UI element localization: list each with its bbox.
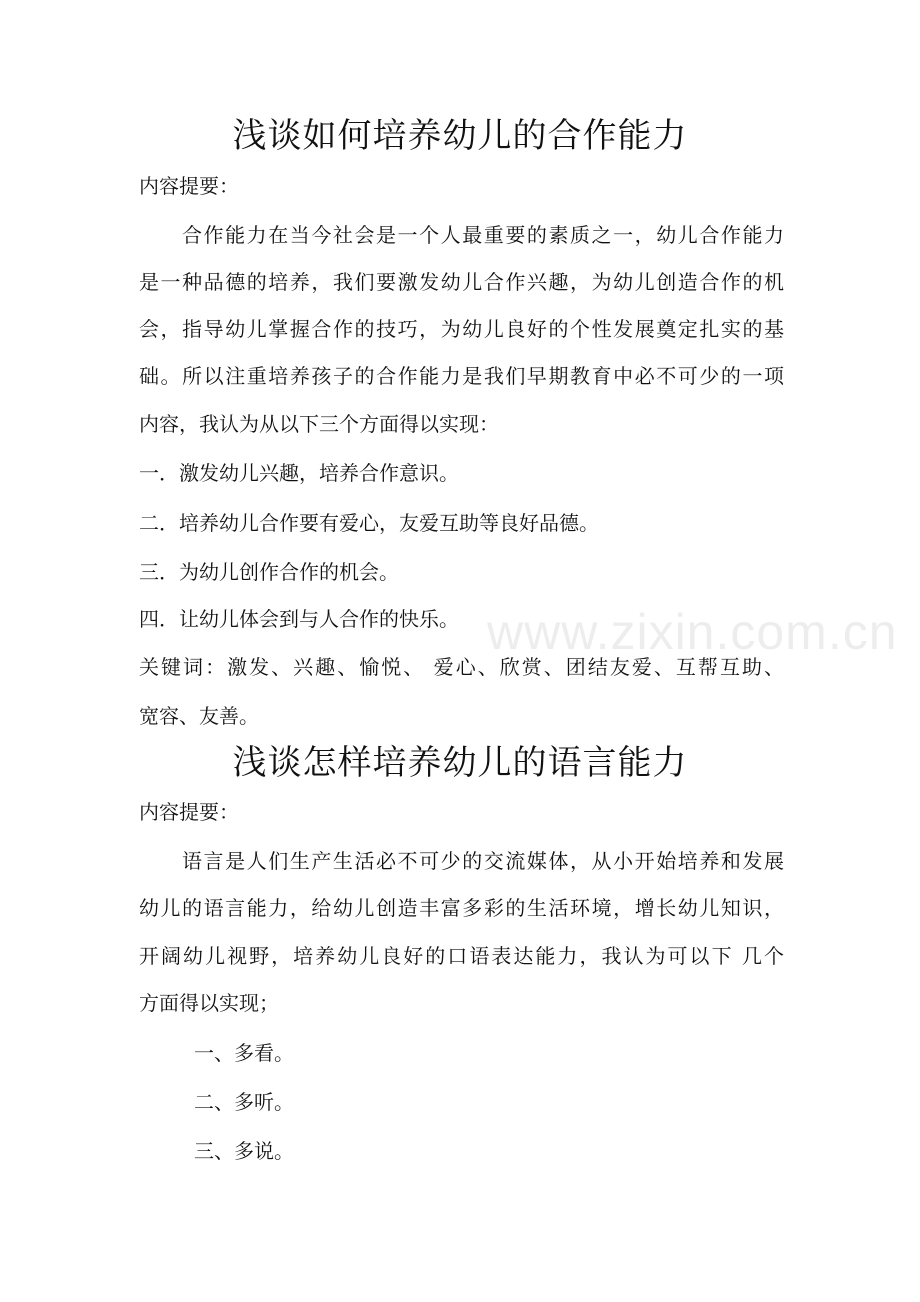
article1-body-line: 是一种品德的培养，我们要激发幼儿合作兴趣，为幼儿创造合作的机 (139, 270, 784, 294)
article1-point: 三．为幼儿创作合作的机会。 (139, 560, 399, 584)
article2-body-line: 语言是人们生产生活必不可少的交流媒体，从小开始培养和发展 (182, 849, 784, 873)
article1-body-line: 础。所以注重培养孩子的合作能力是我们早期教育中必不可少的一项 (139, 364, 784, 388)
article1-body-line: 内容，我认为从以下三个方面得以实现： (139, 412, 499, 436)
article1-keywords: 关键词：激发、兴趣、愉悦、 爱心、欣赏、团结友爱、互帮互助、 (139, 655, 784, 679)
article2-body-line: 开阔幼儿视野，培养幼儿良好的口语表达能力，我认为可以下 几个 (139, 944, 784, 968)
article2-summary-label: 内容提要： (139, 800, 239, 824)
article2-point: 二、多听。 (194, 1090, 294, 1114)
article1-body-line: 会，指导幼儿掌握合作的技巧，为幼儿良好的个性发展奠定扎实的基 (139, 317, 784, 341)
article1-summary-label: 内容提要： (139, 174, 239, 198)
article2-point: 三、多说。 (194, 1139, 294, 1163)
article2-body-line: 方面得以实现； (139, 991, 279, 1015)
article2-body-line: 幼儿的语言能力，给幼儿创造丰富多彩的生活环境，增长幼儿知识， (139, 896, 784, 920)
article1-title: 浅谈如何培养幼儿的合作能力 (232, 116, 688, 156)
article1-body-line: 合作能力在当今社会是一个人最重要的素质之一，幼儿合作能力 (182, 223, 784, 247)
article2-point: 一、多看。 (194, 1041, 294, 1065)
article1-keywords: 宽容、友善。 (139, 704, 259, 728)
article1-point: 一．激发幼儿兴趣，培养合作意识。 (139, 461, 459, 485)
article1-point: 二．培养幼儿合作要有爱心，友爱互助等良好品德。 (139, 511, 599, 535)
article1-point: 四．让幼儿体会到与人合作的快乐。 (139, 607, 459, 631)
watermark: www.zixin.com.cn (487, 604, 898, 660)
article2-title: 浅谈怎样培养幼儿的语言能力 (232, 743, 688, 783)
